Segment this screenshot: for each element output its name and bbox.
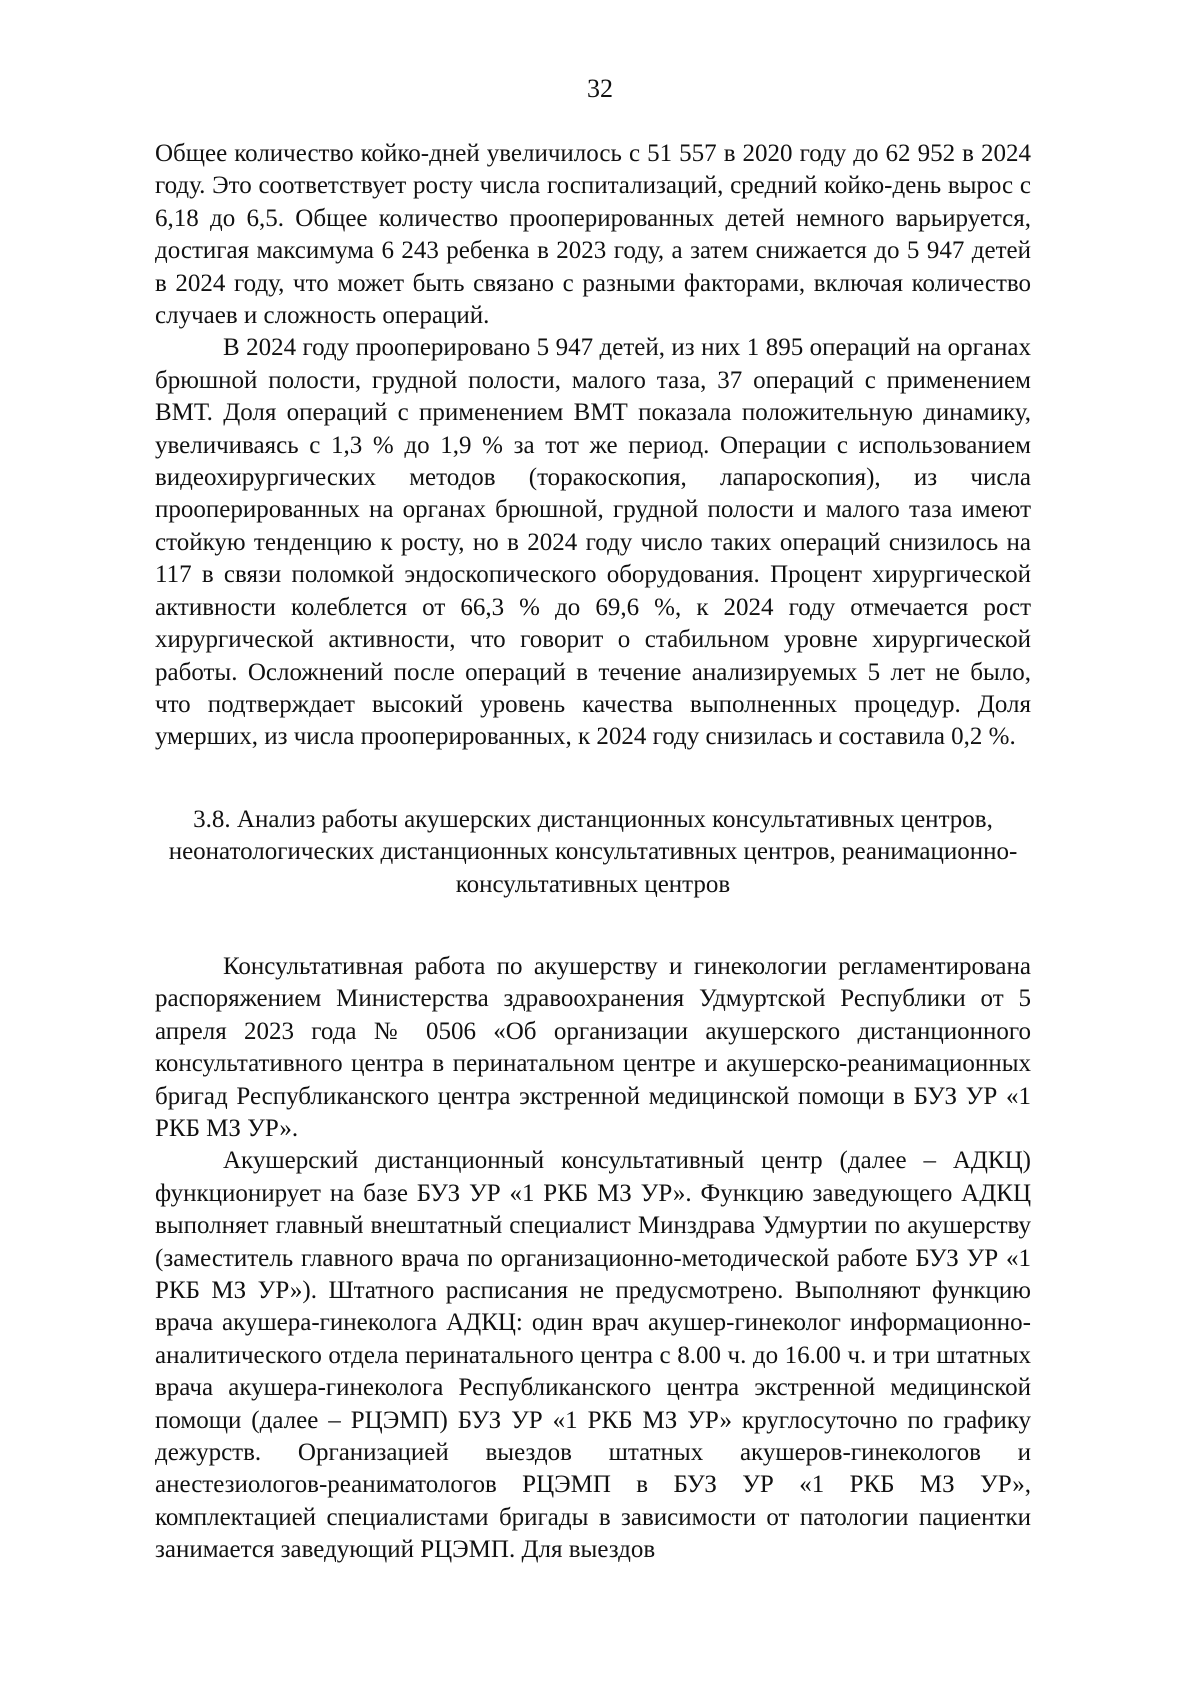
paragraph-consultative-work: Консультативная работа по акушерству и гинекологии регламентирована распоряжением Министерства здравоохранения Удмуртской Республики от 5 апреля 2023 года № 0506 «Об организации акушерского дистанционного консультативного центра в перинатальном центре и акушерско-реанимационных бригад Республиканского центра экстренной медицинской помощи в БУЗ УР «1 РКБ МЗ УР». (155, 952, 1031, 1142)
page-number: 32 (587, 74, 613, 103)
paragraph-operations-2024: В 2024 году прооперировано 5 947 детей, из них 1 895 операций на органах брюшной полости, грудной полости, малого таза, 37 операций с применением ВМТ. Доля операций с применением ВМТ показала положительную динамику, увеличиваясь с 1,3 % до 1,9 % за тот же период. Операции с использованием видеохирургических методов (торакоскопия, лапароскопия), из числа прооперированных на органах брюшной, грудной полости и малого таза имеют стойкую тенденцию к росту, но в 2024 году число таких операций снизилось на 117 в связи поломкой эндоскопического оборудования. Процент хирургической активности колеблется от 66,3 % до 69,6 %, к 2024 году отмечается рост хирургической активности, что говорит о стабильном уровне хирургической работы. Осложнений после операций в течение анализируемых 5 лет не было, что подтверждает высокий уровень качества выполненных процедур. Доля умерших, из числа прооперированных, к 2024 году снизилась и составила 0,2 %. (155, 334, 1031, 751)
paragraph-adkc: Акушерский дистанционный консультативный центр (далее – АДКЦ) функционирует на базе БУЗ УР «1 РКБ МЗ УР». Функцию заведующего АДКЦ выполняет главный внештатный специалист Минздрава Удмуртии по акушерству (заместитель главного врача по организационно-методической работе БУЗ УР «1 РКБ МЗ УР»). Штатного расписания не предусмотрено. Выполняют функцию врача акушера-гинеколога АДКЦ: один врач акушер-гинеколог информационно-аналитического отдела перинатального центра с 8.00 ч. до 16.00 ч. и три штатных врача акушера-гинеколога Республиканского центра экстренной медицинской помощи (далее – РЦЭМП) БУЗ УР «1 РКБ МЗ УР» круглосуточно по графику дежурств. Организацией выездов штатных акушеров-гинекологов и анестезиологов-реаниматологов РЦЭМП в БУЗ УР «1 РКБ МЗ УР», комплектацией специалистами бригады в зависимости от патологии пациентки занимается заведующий РЦЭМП. Для выездов (155, 1147, 1031, 1564)
page-body (155, 138, 1031, 1567)
paragraph-bed-days: Общее количество койко-дней увеличилось с 51 557 в 2020 году до 62 952 в 2024 году. Это соответствует росту числа госпитализаций, средний койко-день вырос с 6,18 до 6,5. Общее количество прооперированных детей немного варьируется, достигая максимума 6 243 ребенка в 2023 году, а затем снижается до 5 947 детей в 2024 году, что может быть связано с разными факторами, включая количество случаев и сложность операций. (155, 140, 1031, 330)
section-heading-3-8: 3.8. Анализ работы акушерских дистанционных консультативных центров, неонатологических дистанционных консультативных центров, реанимационно-консультативных центров (168, 805, 1018, 898)
